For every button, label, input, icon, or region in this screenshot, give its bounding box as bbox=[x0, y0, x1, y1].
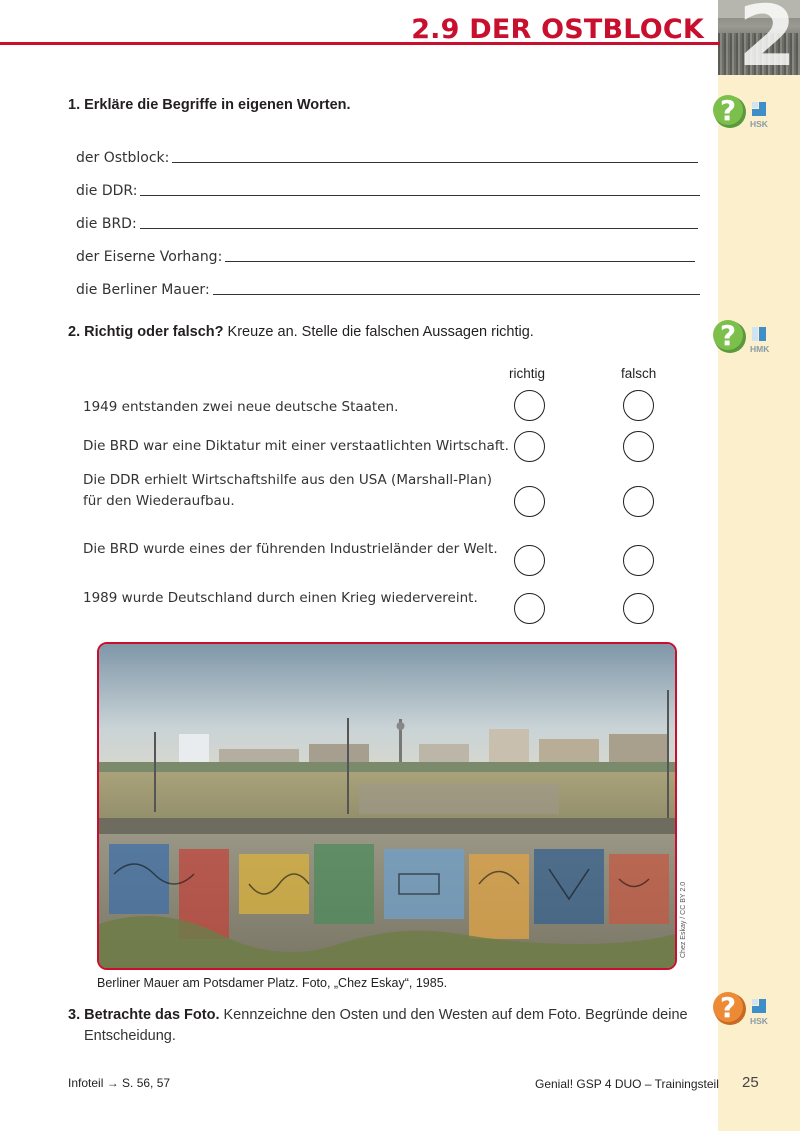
book-title: Genial! GSP 4 DUO – Trainingsteil bbox=[535, 1077, 719, 1091]
level-icon bbox=[751, 326, 767, 342]
definition-term: der Ostblock: bbox=[76, 150, 170, 166]
skill-code: HSK bbox=[750, 1016, 768, 1026]
definition-row[interactable] bbox=[76, 146, 698, 166]
answer-line[interactable] bbox=[140, 228, 698, 229]
info-reference: Infoteil → S. 56, 57 bbox=[68, 1076, 171, 1090]
statement-text: 1949 entstanden zwei neue deutsche Staaten. bbox=[83, 399, 399, 415]
checkbox-false[interactable] bbox=[623, 486, 654, 517]
task3-text-line2: Entscheidung. bbox=[84, 1028, 176, 1044]
svg-text:?: ? bbox=[719, 94, 737, 127]
statement-text: Die DDR erhielt Wirtschaftshilfe aus den USA (Marshall-Plan) bbox=[83, 472, 493, 488]
skill-code: HSK bbox=[750, 119, 768, 129]
definition-row[interactable] bbox=[76, 278, 700, 298]
checkbox-true[interactable] bbox=[514, 390, 545, 421]
svg-text:?: ? bbox=[719, 319, 737, 352]
definition-row[interactable] bbox=[76, 179, 700, 199]
answer-line[interactable] bbox=[172, 162, 698, 163]
task2-badge bbox=[713, 318, 783, 368]
level-icon bbox=[751, 101, 767, 117]
question-badge-icon bbox=[713, 93, 747, 129]
page-sidebar bbox=[718, 0, 800, 1131]
statement-text: für den Wiederaufbau. bbox=[83, 493, 235, 509]
column-header-false: falsch bbox=[621, 366, 657, 381]
chapter-number: 2 bbox=[738, 0, 797, 85]
question-badge-icon bbox=[713, 990, 747, 1026]
task3-heading-bold: 3. Betrachte das Foto. bbox=[68, 1007, 220, 1023]
statement-text: Die BRD war eine Diktatur mit einer verstaatlichten Wirtschaft. bbox=[83, 438, 509, 454]
task2-heading bbox=[68, 324, 534, 340]
photo-caption: Berliner Mauer am Potsdamer Platz. Foto, „Chez Eskay“, 1985. bbox=[97, 976, 448, 990]
statement bbox=[83, 436, 509, 457]
definition-term: die DDR: bbox=[76, 183, 138, 199]
statement bbox=[83, 397, 398, 418]
checkbox-false[interactable] bbox=[623, 593, 654, 624]
statement-text: 1989 wurde Deutschland durch einen Krieg wiedervereint. bbox=[83, 590, 478, 606]
checkbox-true[interactable] bbox=[514, 593, 545, 624]
berlin-wall-photo bbox=[97, 642, 677, 970]
statement bbox=[83, 539, 498, 560]
statement-text: Die BRD wurde eines der führenden Industrieländer der Welt. bbox=[83, 541, 498, 557]
task3-text: Kennzeichne den Osten und den Westen auf dem Foto. Begründe deine bbox=[219, 1007, 688, 1023]
statement bbox=[83, 470, 492, 512]
task2-heading-rest: Kreuze an. Stelle die falschen Aussagen richtig. bbox=[223, 324, 534, 340]
berlin-wall-illustration bbox=[99, 644, 675, 968]
definition-term: die Berliner Mauer: bbox=[76, 282, 210, 298]
checkbox-true[interactable] bbox=[514, 431, 545, 462]
definition-row[interactable] bbox=[76, 212, 698, 232]
checkbox-true[interactable] bbox=[514, 486, 545, 517]
task3-badge bbox=[713, 990, 783, 1040]
definition-term: die BRD: bbox=[76, 216, 137, 232]
question-badge-icon bbox=[713, 318, 747, 354]
column-header-true: richtig bbox=[509, 366, 546, 381]
page-title: 2.9 DER OSTBLOCK bbox=[411, 14, 704, 45]
photo-credit: Chez Eskay / CC BY 2.0 bbox=[680, 881, 687, 958]
checkbox-false[interactable] bbox=[623, 390, 654, 421]
task2-heading-bold: 2. Richtig oder falsch? bbox=[68, 324, 224, 340]
svg-text:?: ? bbox=[719, 991, 737, 1024]
level-icon bbox=[751, 998, 767, 1014]
definition-row[interactable] bbox=[76, 245, 695, 265]
checkbox-false[interactable] bbox=[623, 431, 654, 462]
skill-code: HMK bbox=[750, 344, 770, 354]
definition-term: der Eiserne Vorhang: bbox=[76, 249, 223, 265]
task1-badge bbox=[713, 93, 783, 143]
page-number: 25 bbox=[742, 1074, 759, 1091]
task1-heading: 1. Erkläre die Begriffe in eigenen Worten. bbox=[68, 97, 351, 113]
task3-heading bbox=[68, 1005, 708, 1047]
answer-line[interactable] bbox=[213, 294, 700, 295]
answer-line[interactable] bbox=[225, 261, 695, 262]
statement bbox=[83, 588, 478, 609]
checkbox-true[interactable] bbox=[514, 545, 545, 576]
answer-line[interactable] bbox=[140, 195, 700, 196]
checkbox-false[interactable] bbox=[623, 545, 654, 576]
